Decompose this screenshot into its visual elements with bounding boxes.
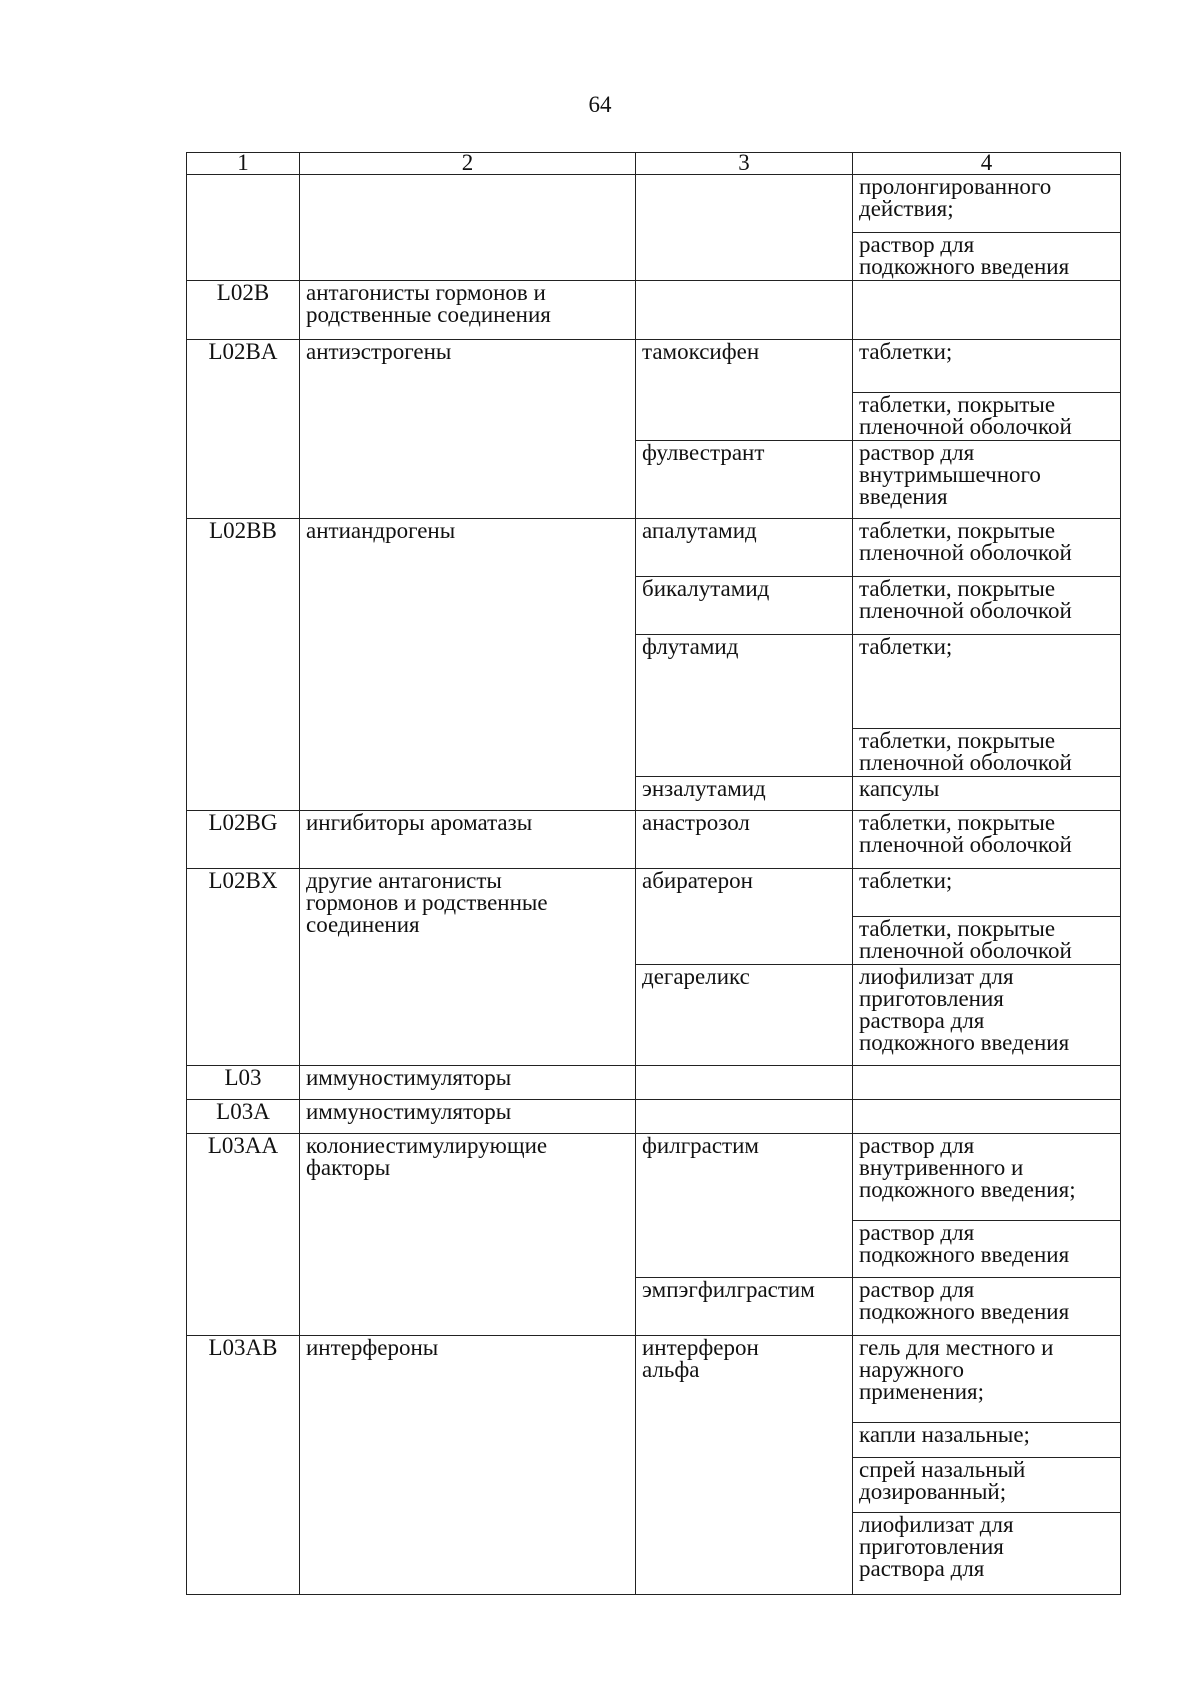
- table-row: [187, 519, 1121, 577]
- atc-code: L02BB: [209, 518, 277, 543]
- dosage-form: [853, 281, 1120, 339]
- group-name-cell: [300, 175, 636, 281]
- dosage-form: таблетки;: [859, 634, 953, 659]
- drug-name: эмпэгфилграстим: [642, 1277, 815, 1302]
- drug-name-cell: [636, 965, 853, 1066]
- group-name-cell: [300, 340, 636, 519]
- drug-name: [636, 175, 852, 280]
- drug-name: абиратерон: [642, 868, 753, 893]
- atc-code: L03A: [216, 1099, 270, 1124]
- drug-name-cell: [636, 1100, 853, 1134]
- dosage-form: [853, 1066, 1120, 1099]
- drug-table: [186, 152, 1121, 1595]
- dosage-forms-cell: [853, 811, 1121, 869]
- dosage-forms-cell: [853, 340, 1121, 441]
- drug-name: бикалутамид: [642, 576, 770, 601]
- dosage-forms-cell: [853, 1066, 1121, 1100]
- dosage-form: раствор для подкожного введения: [853, 232, 1120, 280]
- atc-code-cell: [187, 1066, 300, 1100]
- atc-code: L03AB: [208, 1335, 278, 1360]
- dosage-form: таблетки, покрытые пленочной оболочкой: [853, 728, 1120, 776]
- drug-name-cell: [636, 811, 853, 869]
- group-name-cell: [300, 1336, 636, 1595]
- group-name: [300, 175, 635, 280]
- drug-name: дегареликс: [642, 964, 750, 989]
- atc-code-cell: [187, 519, 300, 811]
- drug-name: интерферон альфа: [642, 1335, 759, 1382]
- drug-name-cell: [636, 340, 853, 441]
- group-name: колониестимулирующие факторы: [306, 1133, 548, 1180]
- table-row: [187, 811, 1121, 869]
- drug-name: флутамид: [642, 634, 739, 659]
- dosage-form: спрей назальный дозированный;: [853, 1457, 1120, 1512]
- dosage-form: таблетки, покрытые пленочной оболочкой: [859, 810, 1072, 857]
- atc-code: L02BA: [208, 339, 278, 364]
- table-row: [187, 1100, 1121, 1134]
- dosage-forms-cell: [853, 1100, 1121, 1134]
- dosage-forms-cell: [853, 777, 1121, 811]
- dosage-forms-cell: [853, 1134, 1121, 1278]
- drug-name-cell: [636, 281, 853, 340]
- atc-code-cell: [187, 1134, 300, 1336]
- column-number: 2: [300, 153, 636, 175]
- dosage-forms-cell: [853, 635, 1121, 777]
- dosage-form: гель для местного и наружного применения;: [859, 1335, 1054, 1404]
- group-name-cell: [300, 1100, 636, 1134]
- drug-name-cell: [636, 519, 853, 577]
- dosage-form: таблетки, покрытые пленочной оболочкой: [859, 576, 1072, 623]
- dosage-form: пролонгированного действия;: [859, 174, 1052, 221]
- group-name: иммуностимуляторы: [306, 1099, 512, 1124]
- group-name: другие антагонисты гормонов и родственные соединения: [306, 868, 548, 937]
- table-row: [187, 869, 1121, 965]
- dosage-form: капли назальные;: [853, 1422, 1120, 1457]
- dosage-form: таблетки, покрытые пленочной оболочкой: [853, 916, 1120, 964]
- table-row: [187, 175, 1121, 281]
- dosage-forms-cell: [853, 577, 1121, 635]
- drug-name: энзалутамид: [642, 776, 766, 801]
- atc-code: L02BG: [208, 810, 278, 835]
- page-number: 64: [588, 92, 612, 117]
- table-row: [187, 340, 1121, 441]
- dosage-forms-cell: [853, 175, 1121, 281]
- column-number-row: [187, 153, 1121, 175]
- table-row: [187, 1134, 1121, 1278]
- dosage-form: раствор для подкожного введения: [859, 1277, 1070, 1324]
- dosage-form: капсулы: [859, 776, 940, 801]
- column-number: 3: [636, 153, 853, 175]
- drug-name: апалутамид: [642, 518, 757, 543]
- group-name-cell: [300, 519, 636, 811]
- dosage-form: лиофилизат для приготовления раствора для подкожного введения: [859, 964, 1070, 1055]
- atc-code: L03: [224, 1065, 262, 1090]
- group-name: антиандрогены: [306, 518, 456, 543]
- atc-code-cell: [187, 1100, 300, 1134]
- drug-name: тамоксифен: [642, 339, 760, 364]
- drug-name-cell: [636, 441, 853, 519]
- drug-name-cell: [636, 777, 853, 811]
- dosage-form: раствор для подкожного введения: [853, 1220, 1120, 1277]
- dosage-forms-cell: [853, 519, 1121, 577]
- dosage-form: лиофилизат для приготовления раствора для: [853, 1512, 1120, 1594]
- drug-name-cell: [636, 175, 853, 281]
- dosage-forms-cell: [853, 1278, 1121, 1336]
- dosage-forms-cell: [853, 965, 1121, 1066]
- group-name-cell: [300, 869, 636, 1066]
- atc-code-cell: [187, 340, 300, 519]
- dosage-forms-cell: [853, 869, 1121, 965]
- drug-name-cell: [636, 577, 853, 635]
- dosage-form: таблетки, покрытые пленочной оболочкой: [853, 392, 1120, 440]
- drug-name-cell: [636, 635, 853, 777]
- drug-name-cell: [636, 869, 853, 965]
- group-name: интерфероны: [306, 1335, 439, 1360]
- group-name-cell: [300, 1134, 636, 1336]
- dosage-form: таблетки;: [859, 339, 953, 364]
- dosage-forms-cell: [853, 1336, 1121, 1595]
- dosage-form: раствор для внутривенного и подкожного введения;: [859, 1133, 1076, 1202]
- column-number: 1: [187, 153, 300, 175]
- group-name-cell: [300, 1066, 636, 1100]
- atc-code: L03AA: [207, 1133, 279, 1158]
- dosage-form: таблетки, покрытые пленочной оболочкой: [859, 518, 1072, 565]
- atc-code: L02BX: [208, 868, 278, 893]
- atc-code-cell: [187, 811, 300, 869]
- group-name: антагонисты гормонов и родственные соединения: [306, 280, 551, 327]
- atc-code-cell: [187, 281, 300, 340]
- drug-name: [636, 1100, 852, 1133]
- table-row: [187, 1066, 1121, 1100]
- atc-code: [187, 175, 299, 280]
- group-name: ингибиторы ароматазы: [306, 810, 533, 835]
- atc-code: L02B: [216, 280, 270, 305]
- drug-name-cell: [636, 1134, 853, 1278]
- drug-name-cell: [636, 1278, 853, 1336]
- drug-name: филграстим: [642, 1133, 759, 1158]
- atc-code-cell: [187, 1336, 300, 1595]
- group-name: антиэстрогены: [306, 339, 452, 364]
- table-row: [187, 281, 1121, 340]
- drug-name-cell: [636, 1336, 853, 1595]
- group-name: иммуностимуляторы: [306, 1065, 512, 1090]
- group-name-cell: [300, 281, 636, 340]
- group-name-cell: [300, 811, 636, 869]
- drug-name-cell: [636, 1066, 853, 1100]
- dosage-form: таблетки;: [859, 868, 953, 893]
- dosage-forms-cell: [853, 441, 1121, 519]
- drug-name: анастрозол: [642, 810, 750, 835]
- dosage-form: раствор для внутримышечного введения: [859, 440, 1041, 509]
- drug-name: [636, 281, 852, 339]
- table-row: [187, 1336, 1121, 1595]
- atc-code-cell: [187, 175, 300, 281]
- atc-code-cell: [187, 869, 300, 1066]
- column-number: 4: [853, 153, 1121, 175]
- drug-name: [636, 1066, 852, 1099]
- drug-name: фулвестрант: [642, 440, 765, 465]
- dosage-forms-cell: [853, 281, 1121, 340]
- dosage-form: [853, 1100, 1120, 1133]
